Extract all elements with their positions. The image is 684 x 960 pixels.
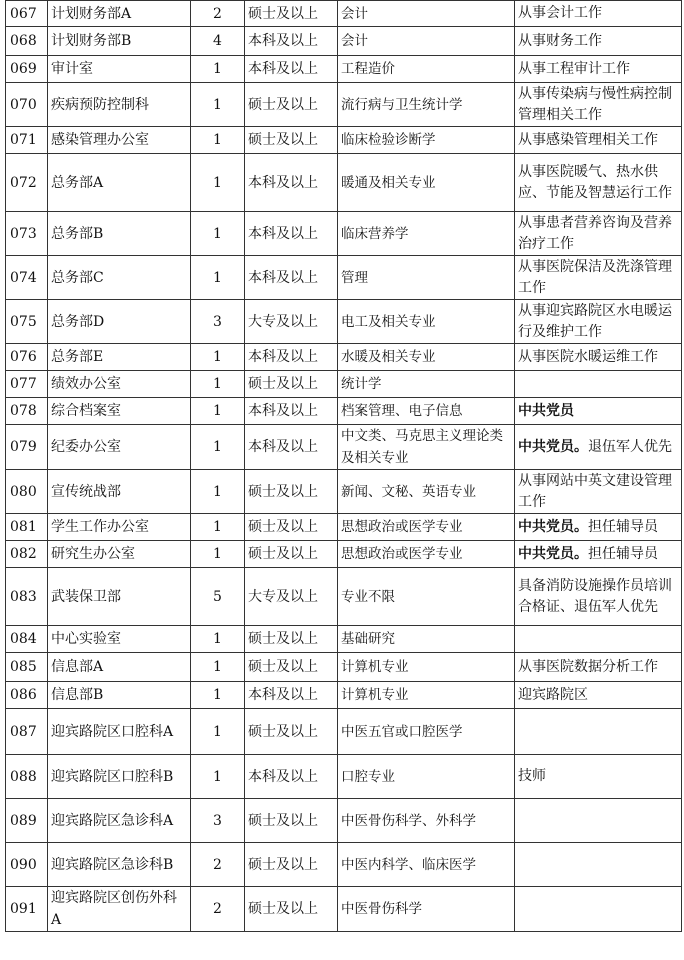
- cell-count: 1: [191, 626, 245, 653]
- cell-education: 本科及以上: [245, 398, 338, 425]
- cell-count: 1: [191, 653, 245, 682]
- table-row: [6, 27, 682, 56]
- note-text: 从事传染病与慢性病控制管理相关工作: [518, 85, 672, 123]
- cell-note: [515, 1, 682, 27]
- note-bold: 中共党员。: [518, 545, 588, 562]
- cell-count: 1: [191, 344, 245, 371]
- cell-major: 工程造价: [338, 56, 515, 83]
- cell-note: [515, 212, 682, 256]
- cell-note: [515, 344, 682, 371]
- cell-department: 计划财务部A: [48, 1, 191, 27]
- cell-major: 统计学: [338, 371, 515, 398]
- cell-department: 感染管理办公室: [48, 127, 191, 154]
- table-row: [6, 398, 682, 425]
- cell-department: 疾病预防控制科: [48, 83, 191, 127]
- cell-department: 纪委办公室: [48, 425, 191, 470]
- note-bold: 中共党员。: [518, 438, 588, 455]
- cell-department: 计划财务部B: [48, 27, 191, 56]
- cell-education: 硕士及以上: [245, 470, 338, 514]
- table-row: [6, 300, 682, 344]
- cell-count: 1: [191, 56, 245, 83]
- cell-education: 硕士及以上: [245, 843, 338, 887]
- cell-education: 硕士及以上: [245, 887, 338, 932]
- cell-note: [515, 799, 682, 843]
- cell-education: 本科及以上: [245, 154, 338, 212]
- cell-count: 2: [191, 1, 245, 27]
- note-text: 担任辅导员: [588, 545, 658, 562]
- cell-note: [515, 709, 682, 755]
- cell-note: [515, 568, 682, 626]
- cell-code: 074: [6, 256, 48, 300]
- cell-education: 本科及以上: [245, 212, 338, 256]
- cell-count: 1: [191, 514, 245, 541]
- cell-major: 会计: [338, 27, 515, 56]
- cell-count: 4: [191, 27, 245, 56]
- cell-education: 大专及以上: [245, 568, 338, 626]
- cell-major: 电工及相关专业: [338, 300, 515, 344]
- cell-count: 1: [191, 371, 245, 398]
- cell-code: 086: [6, 682, 48, 709]
- table-row: [6, 568, 682, 626]
- note-text: 从事网站中英文建设管理工作: [518, 472, 672, 510]
- cell-count: 1: [191, 154, 245, 212]
- note-text: 从事医院保洁及洗涤管理工作: [518, 258, 672, 296]
- note-text: 从事医院水暖运维工作: [518, 348, 658, 365]
- cell-count: 1: [191, 470, 245, 514]
- cell-code: 081: [6, 514, 48, 541]
- cell-count: 1: [191, 83, 245, 127]
- cell-department: 武装保卫部: [48, 568, 191, 626]
- table-row: [6, 470, 682, 514]
- cell-note: [515, 371, 682, 398]
- table-row: [6, 682, 682, 709]
- cell-count: 2: [191, 887, 245, 932]
- cell-major: 档案管理、电子信息: [338, 398, 515, 425]
- cell-major: 中医骨伤科学: [338, 887, 515, 932]
- cell-count: 1: [191, 212, 245, 256]
- table-row: [6, 755, 682, 799]
- cell-department: 总务部D: [48, 300, 191, 344]
- note-text: 从事工程审计工作: [518, 60, 630, 77]
- table-body: [6, 1, 682, 932]
- cell-code: 069: [6, 56, 48, 83]
- note-text: 迎宾路院区: [518, 686, 588, 703]
- cell-education: 本科及以上: [245, 682, 338, 709]
- cell-department: 总务部B: [48, 212, 191, 256]
- note-text: 从事医院数据分析工作: [518, 658, 658, 675]
- table-row: [6, 653, 682, 682]
- cell-education: 硕士及以上: [245, 514, 338, 541]
- cell-code: 088: [6, 755, 48, 799]
- cell-department: 总务部C: [48, 256, 191, 300]
- cell-code: 072: [6, 154, 48, 212]
- table-row: [6, 154, 682, 212]
- cell-code: 079: [6, 425, 48, 470]
- cell-count: 1: [191, 127, 245, 154]
- cell-major: 临床检验诊断学: [338, 127, 515, 154]
- cell-department: 信息部B: [48, 682, 191, 709]
- cell-count: 1: [191, 256, 245, 300]
- cell-count: 5: [191, 568, 245, 626]
- cell-code: 068: [6, 27, 48, 56]
- cell-note: [515, 300, 682, 344]
- cell-major: 中医五官或口腔医学: [338, 709, 515, 755]
- cell-department: 信息部A: [48, 653, 191, 682]
- cell-count: 1: [191, 398, 245, 425]
- cell-major: 会计: [338, 1, 515, 27]
- cell-education: 本科及以上: [245, 344, 338, 371]
- table-row: [6, 541, 682, 568]
- cell-major: 口腔专业: [338, 755, 515, 799]
- table-row: [6, 56, 682, 83]
- cell-code: 070: [6, 83, 48, 127]
- cell-education: 硕士及以上: [245, 626, 338, 653]
- cell-note: [515, 56, 682, 83]
- cell-code: 089: [6, 799, 48, 843]
- table-row: [6, 514, 682, 541]
- note-text: 从事医院暖气、热水供应、节能及智慧运行工作: [518, 163, 672, 201]
- cell-education: 本科及以上: [245, 425, 338, 470]
- cell-education: 本科及以上: [245, 256, 338, 300]
- cell-major: 中医骨伤科学、外科学: [338, 799, 515, 843]
- note-bold: 中共党员: [518, 402, 574, 419]
- cell-department: 绩效办公室: [48, 371, 191, 398]
- cell-education: 硕士及以上: [245, 709, 338, 755]
- cell-department: 迎宾路院区创伤外科A: [48, 887, 191, 932]
- cell-department: 审计室: [48, 56, 191, 83]
- cell-department: 迎宾路院区急诊科B: [48, 843, 191, 887]
- cell-code: 077: [6, 371, 48, 398]
- cell-major: 暖通及相关专业: [338, 154, 515, 212]
- cell-code: 091: [6, 887, 48, 932]
- note-text: 从事患者营养咨询及营养治疗工作: [518, 214, 672, 252]
- cell-major: 新闻、文秘、英语专业: [338, 470, 515, 514]
- cell-note: [515, 755, 682, 799]
- note-text: 从事财务工作: [518, 32, 602, 49]
- cell-note: [515, 398, 682, 425]
- cell-note: [515, 83, 682, 127]
- cell-note: [515, 256, 682, 300]
- cell-note: [515, 887, 682, 932]
- note-text: 具备消防设施操作员培训合格证、退伍军人优先: [518, 577, 672, 615]
- cell-code: 075: [6, 300, 48, 344]
- cell-department: 迎宾路院区口腔科A: [48, 709, 191, 755]
- table-row: [6, 256, 682, 300]
- cell-department: 综合档案室: [48, 398, 191, 425]
- note-text: 从事感染管理相关工作: [518, 131, 658, 148]
- cell-count: 3: [191, 799, 245, 843]
- note-text: 从事迎宾路院区水电暖运行及维护工作: [518, 302, 672, 340]
- cell-note: [515, 626, 682, 653]
- cell-department: 迎宾路院区口腔科B: [48, 755, 191, 799]
- cell-note: [515, 541, 682, 568]
- note-text: 退伍军人优先: [588, 438, 672, 455]
- cell-education: 硕士及以上: [245, 1, 338, 27]
- table-row: [6, 843, 682, 887]
- cell-department: 中心实验室: [48, 626, 191, 653]
- note-text: 担任辅导员: [588, 518, 658, 535]
- cell-count: 1: [191, 541, 245, 568]
- cell-major: 水暖及相关专业: [338, 344, 515, 371]
- cell-major: 思想政治或医学专业: [338, 541, 515, 568]
- table-row: [6, 887, 682, 932]
- cell-code: 082: [6, 541, 48, 568]
- cell-code: 083: [6, 568, 48, 626]
- cell-note: [515, 843, 682, 887]
- table-row: [6, 799, 682, 843]
- cell-major: 思想政治或医学专业: [338, 514, 515, 541]
- note-text: 技师: [518, 768, 546, 784]
- cell-education: 硕士及以上: [245, 653, 338, 682]
- cell-code: 084: [6, 626, 48, 653]
- cell-note: [515, 653, 682, 682]
- cell-note: [515, 425, 682, 470]
- cell-education: 本科及以上: [245, 56, 338, 83]
- cell-code: 073: [6, 212, 48, 256]
- cell-code: 080: [6, 470, 48, 514]
- cell-education: 大专及以上: [245, 300, 338, 344]
- cell-department: 总务部A: [48, 154, 191, 212]
- cell-major: 中医内科学、临床医学: [338, 843, 515, 887]
- table-row: [6, 1, 682, 27]
- cell-major: 基础研究: [338, 626, 515, 653]
- cell-education: 硕士及以上: [245, 83, 338, 127]
- cell-department: 总务部E: [48, 344, 191, 371]
- cell-major: 临床营养学: [338, 212, 515, 256]
- cell-count: 3: [191, 300, 245, 344]
- note-text: 从事会计工作: [518, 5, 602, 21]
- table-row: [6, 212, 682, 256]
- cell-education: 硕士及以上: [245, 371, 338, 398]
- cell-note: [515, 514, 682, 541]
- cell-note: [515, 470, 682, 514]
- cell-major: 计算机专业: [338, 653, 515, 682]
- note-bold: 中共党员。: [518, 518, 588, 535]
- cell-count: 1: [191, 682, 245, 709]
- table-row: [6, 709, 682, 755]
- recruitment-table: [5, 0, 682, 932]
- cell-code: 090: [6, 843, 48, 887]
- cell-code: 087: [6, 709, 48, 755]
- cell-code: 085: [6, 653, 48, 682]
- cell-note: [515, 682, 682, 709]
- cell-note: [515, 27, 682, 56]
- cell-education: 本科及以上: [245, 755, 338, 799]
- table-row: [6, 626, 682, 653]
- cell-count: 1: [191, 755, 245, 799]
- cell-note: [515, 127, 682, 154]
- cell-education: 硕士及以上: [245, 541, 338, 568]
- cell-department: 迎宾路院区急诊科A: [48, 799, 191, 843]
- cell-department: 宣传统战部: [48, 470, 191, 514]
- cell-note: [515, 154, 682, 212]
- table-row: [6, 371, 682, 398]
- table-row: [6, 425, 682, 470]
- cell-code: 076: [6, 344, 48, 371]
- cell-code: 067: [6, 1, 48, 27]
- cell-major: 中文类、马克思主义理论类及相关专业: [338, 425, 515, 470]
- cell-department: 学生工作办公室: [48, 514, 191, 541]
- table-row: [6, 344, 682, 371]
- cell-education: 硕士及以上: [245, 799, 338, 843]
- cell-count: 1: [191, 709, 245, 755]
- cell-education: 本科及以上: [245, 27, 338, 56]
- cell-department: 研究生办公室: [48, 541, 191, 568]
- cell-major: 专业不限: [338, 568, 515, 626]
- cell-major: 流行病与卫生统计学: [338, 83, 515, 127]
- cell-major: 计算机专业: [338, 682, 515, 709]
- cell-count: 2: [191, 843, 245, 887]
- table-row: [6, 127, 682, 154]
- cell-code: 078: [6, 398, 48, 425]
- cell-code: 071: [6, 127, 48, 154]
- cell-count: 1: [191, 425, 245, 470]
- table-row: [6, 83, 682, 127]
- cell-major: 管理: [338, 256, 515, 300]
- cell-education: 硕士及以上: [245, 127, 338, 154]
